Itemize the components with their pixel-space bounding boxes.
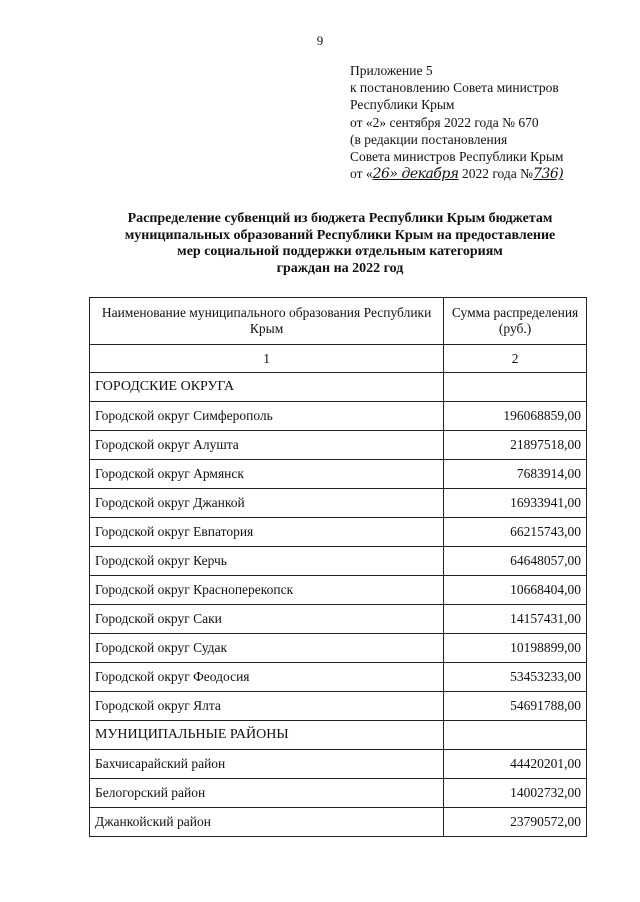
table-row <box>90 460 587 489</box>
title-line-3: мер социальной поддержки отдельным категориям <box>177 244 503 259</box>
municipality-name: Городской округ Ялта <box>90 692 444 721</box>
table-row <box>90 634 587 663</box>
appendix-republic: Республики Крым <box>350 97 455 113</box>
municipality-name: Городской округ Феодосия <box>90 663 444 692</box>
distribution-table <box>89 297 587 837</box>
municipality-name: Городской округ Керчь <box>90 547 444 576</box>
appendix-council: Совета министров Республики Крым <box>350 149 564 165</box>
table-row <box>90 402 587 431</box>
table-row <box>90 808 587 837</box>
amount-cell <box>444 373 587 402</box>
column-number-2: 2 <box>444 345 587 373</box>
amount-cell: 10198899,00 <box>444 634 587 663</box>
amount-cell: 14002732,00 <box>444 779 587 808</box>
table-row <box>90 373 587 402</box>
document-title <box>0 211 640 277</box>
column-number-row <box>90 345 587 373</box>
table-row <box>90 431 587 460</box>
amount-cell: 14157431,00 <box>444 605 587 634</box>
appendix-title: Приложение 5 <box>350 63 433 78</box>
amount-cell: 53453233,00 <box>444 663 587 692</box>
appendix-amendment-date <box>350 165 630 183</box>
title-line-1: Распределение субвенций из бюджета Республики Крым бюджетам <box>127 211 553 226</box>
amount-cell: 54691788,00 <box>444 692 587 721</box>
table-row <box>90 576 587 605</box>
table-row <box>90 779 587 808</box>
municipality-name: Городской округ Саки <box>90 605 444 634</box>
table-row <box>90 750 587 779</box>
handwritten-number: 736) <box>533 166 564 183</box>
municipality-name: Городской округ Евпатория <box>90 518 444 547</box>
municipality-name: Джанкойский район <box>90 808 444 837</box>
amount-cell: 64648057,00 <box>444 547 587 576</box>
section-title: МУНИЦИПАЛЬНЫЕ РАЙОНЫ <box>90 721 444 750</box>
appendix-resolution-ref: к постановлению Совета министров <box>350 80 559 96</box>
table-row <box>90 721 587 750</box>
amendment-year: 2022 года № <box>458 166 534 182</box>
header-amount: Сумма распределения (руб.) <box>444 298 587 345</box>
municipality-name: Городской округ Судак <box>90 634 444 663</box>
column-number-1: 1 <box>90 345 444 373</box>
table-row <box>90 663 587 692</box>
amount-cell: 23790572,00 <box>444 808 587 837</box>
section-title: ГОРОДСКИЕ ОКРУГА <box>90 373 444 402</box>
municipality-name: Городской округ Армянск <box>90 460 444 489</box>
municipality-name: Белогорский район <box>90 779 444 808</box>
amendment-date-prefix: от « <box>350 166 373 182</box>
title-line-2: муниципальных образований Республики Крым на предоставление <box>124 227 556 243</box>
table-row <box>90 547 587 576</box>
municipality-name: Городской округ Алушта <box>90 431 444 460</box>
page-number: 9 <box>316 33 324 48</box>
amount-cell: 7683914,00 <box>444 460 587 489</box>
municipality-name: Городской округ Джанкой <box>90 489 444 518</box>
municipality-name: Городской округ Красноперекопск <box>90 576 444 605</box>
appendix-block <box>350 62 630 183</box>
title-line-4: граждан на 2022 год <box>276 260 404 276</box>
amount-cell: 44420201,00 <box>444 750 587 779</box>
amount-cell: 196068859,00 <box>444 402 587 431</box>
amount-cell: 16933941,00 <box>444 489 587 518</box>
municipality-name: Бахчисарайский район <box>90 750 444 779</box>
table-row <box>90 489 587 518</box>
table-row <box>90 518 587 547</box>
appendix-date-number: от «2» сентября 2022 года № 670 <box>350 114 539 130</box>
municipality-name: Городской округ Симферополь <box>90 402 444 431</box>
table-header-row <box>90 298 587 345</box>
amount-cell: 10668404,00 <box>444 576 587 605</box>
amount-cell: 21897518,00 <box>444 431 587 460</box>
handwritten-date: 26» декабря <box>372 166 459 183</box>
amount-cell <box>444 721 587 750</box>
amount-cell: 66215743,00 <box>444 518 587 547</box>
table-row <box>90 692 587 721</box>
appendix-amendment-note: (в редакции постановления <box>350 131 508 147</box>
table-row <box>90 605 587 634</box>
header-municipality: Наименование муниципального образования Республики Крым <box>90 298 444 345</box>
table-body <box>90 373 587 837</box>
